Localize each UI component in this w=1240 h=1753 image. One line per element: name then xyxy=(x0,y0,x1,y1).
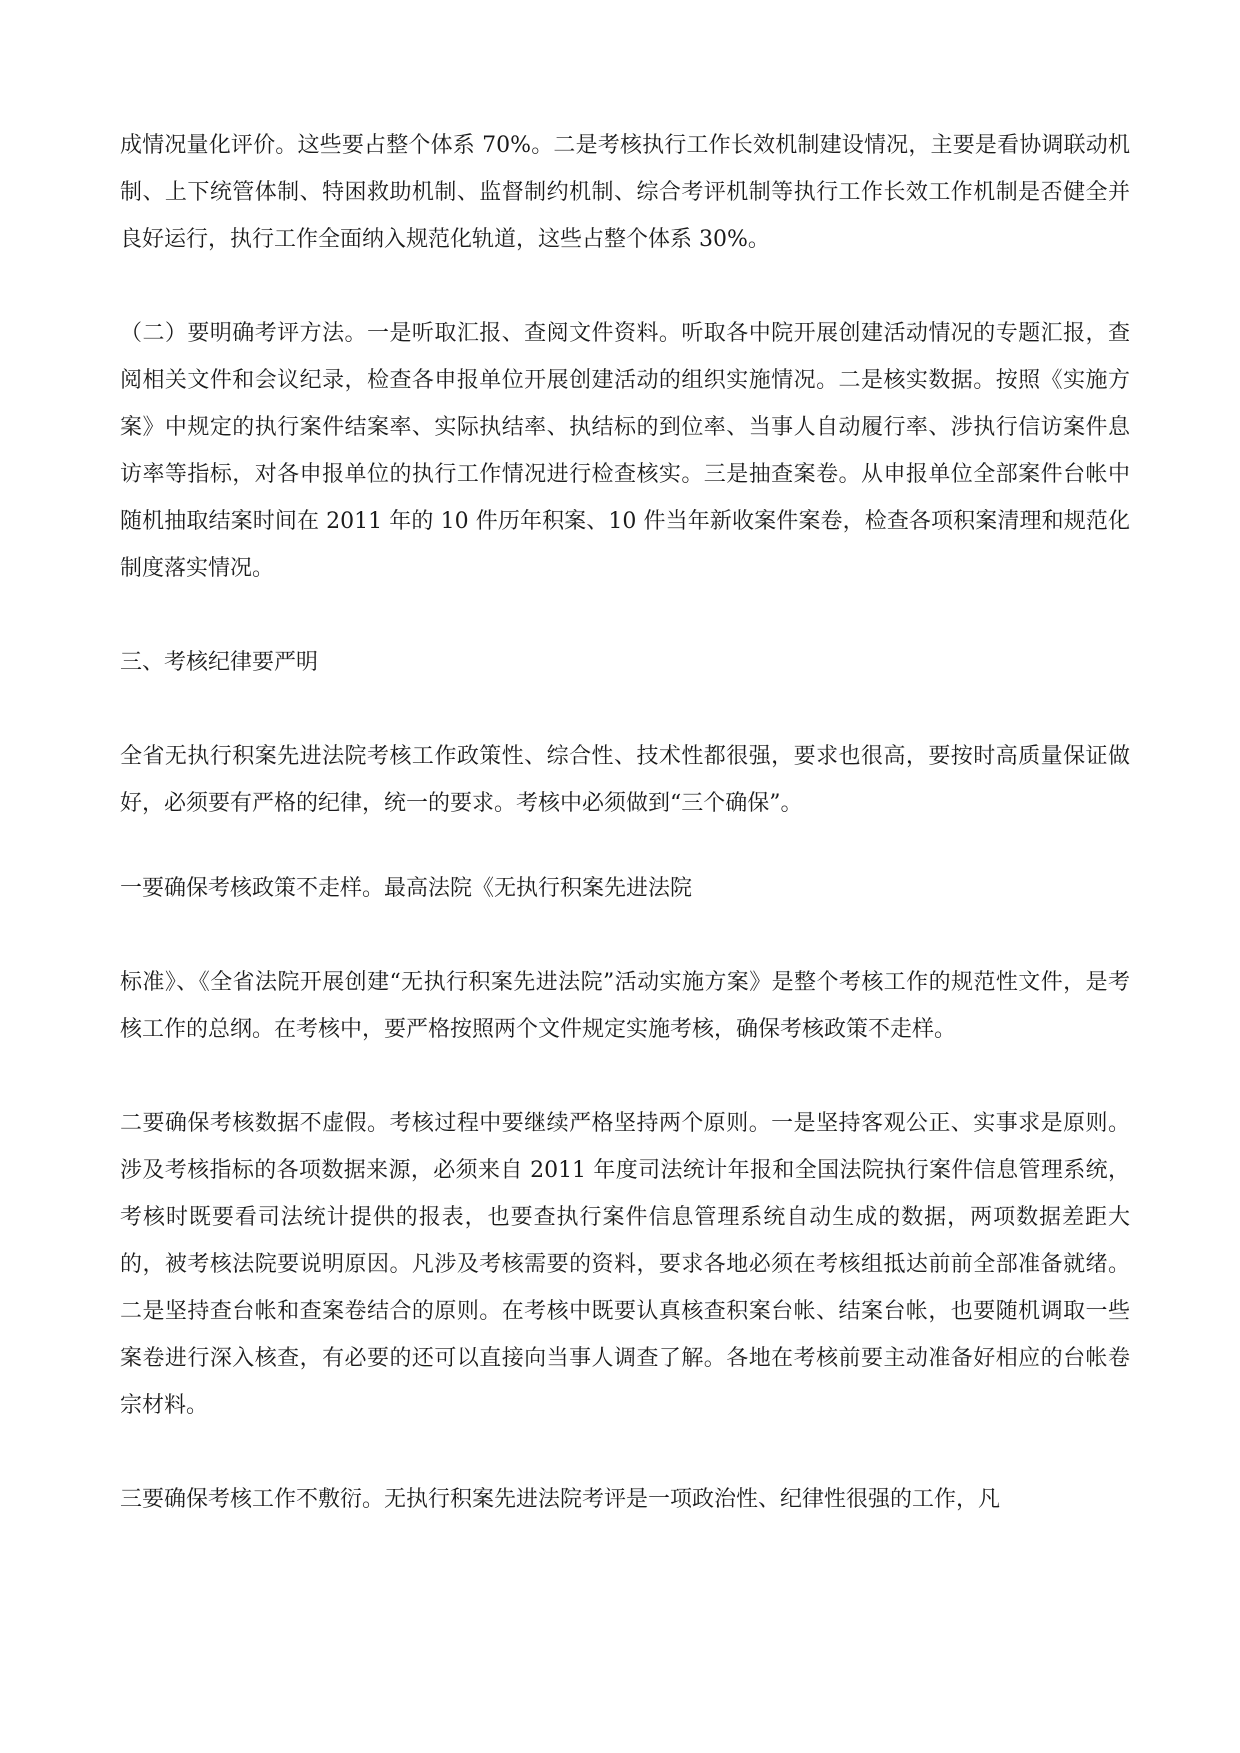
paragraph-spacer xyxy=(120,686,1130,733)
paragraph-spacer xyxy=(120,592,1130,639)
paragraph-policy-continued: 标准》、《全省法院开展创建“无执行积案先进法院”活动实施方案》是整个考核工作的规范性文件，是考核工作的总纲。在考核中，要严格按照两个文件规定实施考核，确保考核政策不走样。 xyxy=(120,970,1130,1042)
paragraph-spacer xyxy=(120,827,1130,865)
paragraph-evaluation-criteria: 成情况量化评价。这些要占整个体系 70%。二是考核执行工作长效机制建设情况，主要是看协调联动机制、上下统管体制、特困救助机制、监督制约机制、综合考评机制等执行工作长效工作机制是否健全并良好运行，执行工作全面纳入规范化轨道，这些占整个体系 30%。 xyxy=(120,133,1130,252)
paragraph-three-ensures-intro: 全省无执行积案先进法院考核工作政策性、综合性、技术性都很强，要求也很高，要按时高质量保证做好，必须要有严格的纪律，统一的要求。考核中必须做到“三个确保”。 xyxy=(120,744,1130,816)
paragraph-ensure-work: 三要确保考核工作不敷衍。无执行积案先进法院考评是一项政治性、纪律性很强的工作，凡 xyxy=(120,1487,1001,1512)
paragraph-spacer xyxy=(120,1429,1130,1476)
paragraph-spacer xyxy=(120,263,1130,310)
paragraph-spacer xyxy=(120,1053,1130,1100)
document-body xyxy=(120,122,1130,1523)
paragraph-spacer xyxy=(120,912,1130,959)
paragraph-ensure-data: 二要确保考核数据不虚假。考核过程中要继续严格坚持两个原则。一是坚持客观公正、实事求是原则。涉及考核指标的各项数据来源，必须来自 2011 年度司法统计年报和全国法院执行案件信息管理系统，考核时既要看司法统计提供的报表，也要查执行案件信息管理系统自动生成的数据，两项数据差距大的，被考核法院要说明原因。凡涉及考核需要的资料，要求各地必须在考核组抵达前前全部准备就绪。二是坚持查台帐和查案卷结合的原则。在考核中既要认真核查积案台帐、结案台帐，也要随机调取一些案卷进行深入核查，有必要的还可以直接向当事人调查了解。各地在考核前要主动准备好相应的台帐卷宗材料。 xyxy=(120,1111,1130,1418)
paragraph-ensure-policy: 一要确保考核政策不走样。最高法院《无执行积案先进法院 xyxy=(120,876,693,901)
paragraph-evaluation-methods: （二）要明确考评方法。一是听取汇报、查阅文件资料。听取各中院开展创建活动情况的专题汇报，查阅相关文件和会议纪录，检查各申报单位开展创建活动的组织实施情况。二是核实数据。按照《实施方案》中规定的执行案件结案率、实际执结率、执结标的到位率、当事人自动履行率、涉执行信访案件息访率等指标，对各申报单位的执行工作情况进行检查核实。三是抽查案卷。从申报单位全部案件台帐中随机抽取结案时间在 2011 年的 10 件历年积案、10 件当年新收案件案卷，检查各项积案清理和规范化制度落实情况。 xyxy=(120,321,1130,581)
section-heading-discipline: 三、考核纪律要严明 xyxy=(120,650,319,675)
